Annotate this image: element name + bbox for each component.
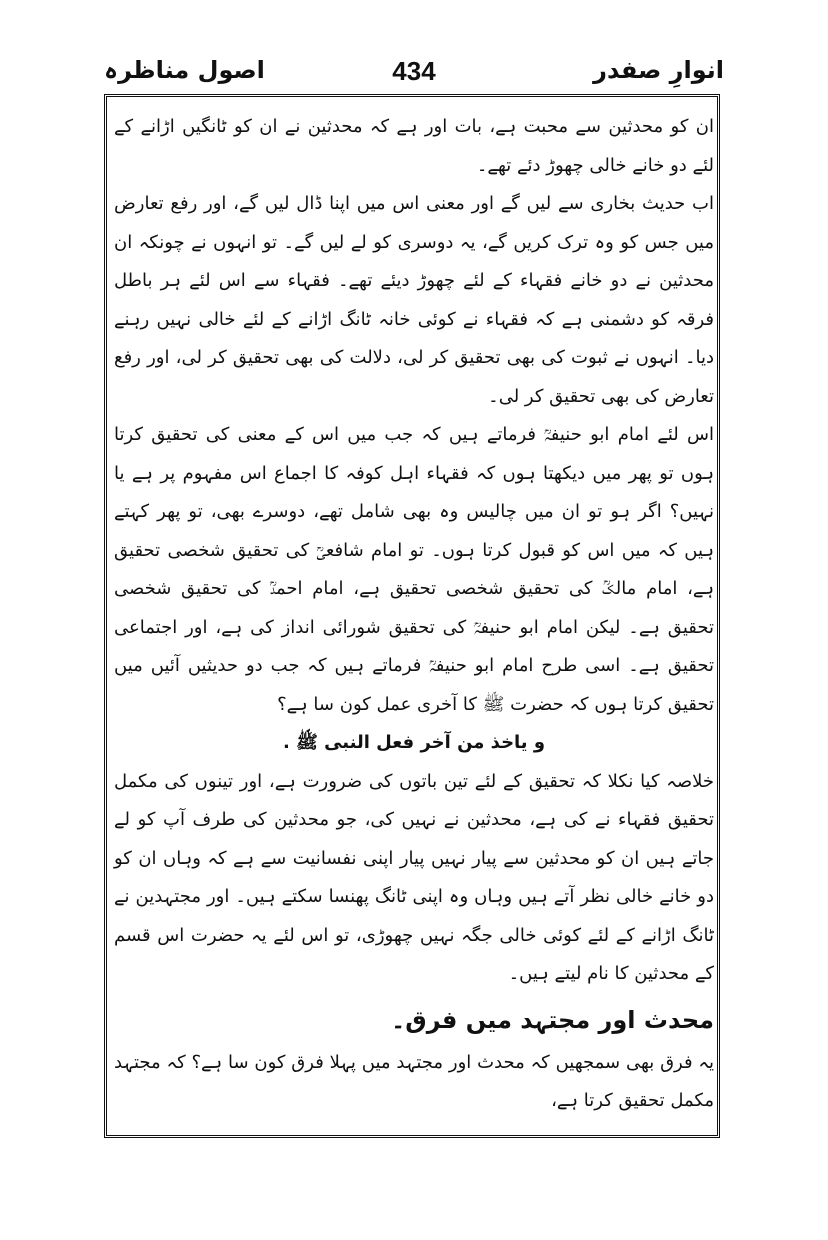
arabic-quote: و یاخذ من آخر فعل النبی ﷺ . <box>282 732 546 753</box>
page-header <box>104 56 724 92</box>
section-heading: محدث اور مجتہد میں فرق۔ <box>391 1005 714 1034</box>
page-body <box>108 108 720 1121</box>
paragraph-5: یہ فرق بھی سمجھیں کہ محدث اور مجتہد میں پہلا فرق کون سا ہے؟ کہ مجتہد مکمل تحقیق کرتا ہے، <box>114 1051 714 1111</box>
page-number: 434 <box>392 56 436 86</box>
book-title: انوارِ صفدر <box>593 56 724 84</box>
paragraph-4: خلاصہ کیا نکلا کہ تحقیق کے لئے تین باتوں کی ضرورت ہے، اور تینوں کی مکمل تحقیق فقہاء نے کی ہے، محدثین نے نہیں کی، جو محدثین کی طرف آپ کو لے جاتے ہیں ان کو محدثین سے پیار نہیں پیار اپنی نفسانیت سے ہے کہ وہاں ان کو دو خانے خالی نظر آتے ہیں وہاں وہ اپنی ٹانگ پھنسا سکتے ہیں۔ اور مجتہدین نے ٹانگ اڑانے کے لئے کوئی خالی جگہ نہیں چھوڑی، تو اس لئے یہ حضرت اس قسم کے محدثین کا نام لیتے ہیں۔ <box>114 770 714 984</box>
chapter-title: اصول مناظرہ <box>104 56 265 84</box>
paragraph-1: ان کو محدثین سے محبت ہے، بات اور ہے کہ محدثین نے ان کو ٹانگیں اڑانے کے لئے دو خانے خالی چھوڑ دئے تھے۔ <box>114 116 714 176</box>
paragraph-2: اب حدیث بخاری سے لیں گے اور معنی اس میں اپنا ڈال لیں گے، اور رفع تعارض میں جس کو وہ ترک کریں گے، یہ دوسری کو لے لیں گے۔ تو انہوں نے چونکہ ان محدثین نے دو خانے فقہاء کے لئے چھوڑ دیئے تھے۔ فقہاء سے اس لئے ہر باطل فرقہ کو دشمنی ہے کہ فقہاء نے کوئی خانہ ٹانگ اڑانے کے لئے خالی نہیں رہنے دیا۔ انہوں نے ثبوت کی بھی تحقیق کر لی، دلالت کی بھی تحقیق کر لی، اور رفع تعارض کی بھی تحقیق کر لی۔ <box>114 193 714 407</box>
paragraph-3: اس لئے امام ابو حنیفہؒ فرماتے ہیں کہ جب میں اس کے معنی کی تحقیق کرتا ہوں تو پھر میں دیکھتا ہوں کہ فقہاء اہل کوفہ کا اجماع اس مفہوم پر ہے یا نہیں؟ اگر ہو تو ان میں چالیس وہ بھی شامل تھے، دوسرے بھی، تو پھر کہتے ہیں کہ میں اس کو قبول کرتا ہوں۔ تو امام شافعیؒ کی تحقیق شخصی تحقیق ہے، امام مالکؒ کی تحقیق شخصی تحقیق ہے، امام احمدؒ کی تحقیق شخصی تحقیق ہے۔ لیکن امام ابو حنیفہؒ کی تحقیق شورائی انداز کی ہے، اور اجتماعی تحقیق ہے۔ اسی طرح امام ابو حنیفہؒ فرماتے ہیں کہ جب دو حدیثیں آئیں میں تحقیق کرتا ہوں کہ حضرت ﷺ کا آخری عمل کون سا ہے؟ <box>114 424 714 715</box>
